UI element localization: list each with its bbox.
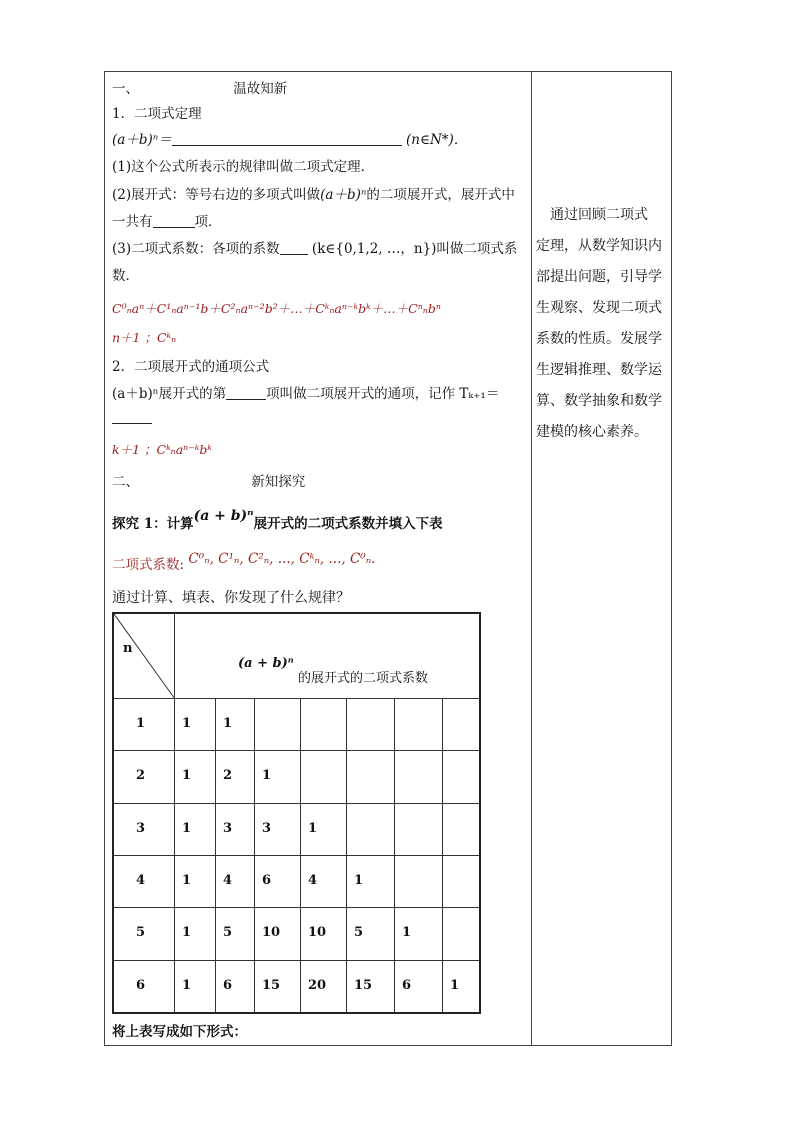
column-divider <box>531 71 532 1046</box>
coef-cell: 3 <box>223 820 233 836</box>
coef-cell: 5 <box>223 925 233 941</box>
section2-heading-title: 新知探究 <box>251 474 306 490</box>
formula-lhs: (a＋b)ⁿ＝ <box>112 132 172 148</box>
coef-cell: 6 <box>262 872 272 888</box>
p3-c: 数． <box>112 268 139 284</box>
formula-line <box>112 131 467 149</box>
p2-blank <box>153 214 195 228</box>
item2-blank1 <box>226 386 266 400</box>
coef-cell: 1 <box>182 768 192 784</box>
coef-cell: 4 <box>223 872 233 888</box>
row-n-label: 6 <box>136 977 146 993</box>
side-note <box>536 200 668 448</box>
closing-line: 将上表写成如下形式： <box>112 1024 247 1040</box>
table-row-line <box>114 855 479 856</box>
p2-a: (2)展开式：等号右边的多项式叫做 <box>112 187 321 203</box>
explore-a: 探究 1：计算 <box>112 516 194 532</box>
header-text: 的展开式的二项式系数 <box>298 671 429 686</box>
coef-line <box>112 551 376 574</box>
row-n-label: 3 <box>136 820 146 836</box>
p2-b: (a＋b)ⁿ <box>320 187 367 203</box>
coef-cell: 1 <box>354 872 364 888</box>
coef-cell: 6 <box>402 977 412 993</box>
p3-blank <box>280 241 308 255</box>
coef-cell: 10 <box>308 925 327 941</box>
p2-line2 <box>112 213 222 231</box>
coef-cell: 6 <box>223 977 233 993</box>
answer-count: n＋1 ；Cᵏₙ <box>112 330 177 345</box>
header-expr: (a + b)ⁿ <box>238 656 294 671</box>
coef-cell: 15 <box>354 977 373 993</box>
corner-label: n <box>123 641 133 656</box>
coef-cell: 1 <box>182 820 192 836</box>
coef-cell: 2 <box>223 768 233 784</box>
item2-b: 项叫做二项展开式的通项，记作 Tₖ₊₁＝ <box>266 386 500 402</box>
p2-d: 一共有 <box>112 214 153 230</box>
coef-cell: 5 <box>354 925 364 941</box>
p3-a: (3)二项式系数：各项的系数 <box>112 241 280 257</box>
coef-cell: 20 <box>308 977 327 993</box>
p2-c: 的二项展开式，展开式中 <box>366 187 515 203</box>
p2-line1 <box>112 186 515 204</box>
coef-cell: 1 <box>182 977 192 993</box>
p1: (1)这个公式所表示的规律叫做二项式定理． <box>112 159 375 175</box>
coef-cell: 1 <box>308 820 318 836</box>
item2-title: 2．二项展开式的通项公式 <box>112 359 270 375</box>
side-note-line: 算、数学抽象和数学 <box>536 393 662 409</box>
explore-expr: (a + b)ⁿ <box>193 508 254 524</box>
row-n-label: 2 <box>136 768 146 784</box>
table-header-line <box>114 698 479 699</box>
coef-cell: 1 <box>402 925 412 941</box>
p2-e: 项． <box>194 214 222 230</box>
coef-values: C⁰ₙ, C¹ₙ, C²ₙ, ..., Cᵏₙ, ..., C⁰ₙ. <box>188 551 376 567</box>
corner-diagonal <box>114 614 176 700</box>
table-row-line <box>114 803 479 804</box>
explore-line <box>112 508 443 533</box>
item2-line1 <box>112 385 499 403</box>
section1-heading-num: 一、 <box>112 81 139 97</box>
side-note-line: 建模的核心素养。 <box>536 424 648 440</box>
section2-heading <box>112 473 305 491</box>
coef-cell: 1 <box>450 977 460 993</box>
answer-expansion: C⁰ₙaⁿ＋C¹ₙaⁿ⁻¹b＋C²ₙaⁿ⁻²b²＋…＋Cᵏₙaⁿ⁻ᵏbᵏ＋…＋Cⁿₙbⁿ <box>112 301 441 316</box>
coef-cell: 1 <box>262 768 272 784</box>
p3-line1 <box>112 240 517 258</box>
item2-blank2 <box>112 410 152 424</box>
answer-general-term: k＋1 ；Cᵏₙaⁿ⁻ᵏbᵏ <box>112 442 212 457</box>
formula-rhs: (n∈N*)． <box>406 132 468 148</box>
section1-heading <box>112 80 287 98</box>
explore-b: 展开式的二项式系数并填入下表 <box>253 516 443 532</box>
coef-cell: 15 <box>262 977 281 993</box>
side-note-line: 系数的性质。发展学 <box>536 331 662 347</box>
p3-b: (k∈{0,1,2, …，n})叫做二项式系 <box>311 241 518 257</box>
section2-heading-num: 二、 <box>112 474 139 490</box>
coef-cell: 3 <box>262 820 272 836</box>
table-row-line <box>114 960 479 961</box>
side-note-line: 通过回顾二项式 <box>550 207 648 223</box>
side-note-line: 生逻辑推理、数学运 <box>536 362 662 378</box>
row-n-label: 4 <box>136 872 146 888</box>
item2-line2 <box>112 409 152 427</box>
formula-blank <box>172 132 402 146</box>
side-note-line: 部提出问题，引导学 <box>536 269 662 285</box>
row-n-label: 5 <box>136 925 146 941</box>
table-row-line <box>114 750 479 751</box>
item2-a: (a＋b)ⁿ展开式的第 <box>112 386 227 402</box>
coefficient-table <box>112 612 481 1014</box>
table-vline-n <box>174 614 175 1012</box>
item1-title: 1．二项式定理 <box>112 106 202 122</box>
coef-cell: 4 <box>308 872 318 888</box>
coef-cell: 1 <box>182 716 192 731</box>
coef-cell: 10 <box>262 925 281 941</box>
coef-cell: 1 <box>182 925 192 941</box>
table-row-line <box>114 907 479 908</box>
coef-cell: 1 <box>223 716 233 731</box>
side-note-line: 定理，从数学知识内 <box>536 238 662 254</box>
coef-cell: 1 <box>182 872 192 888</box>
section1-heading-title: 温故知新 <box>233 81 288 97</box>
row-n-label: 1 <box>136 716 146 731</box>
question: 通过计算、填表、你发现了什么规律？ <box>112 590 350 606</box>
coef-label: 二项式系数: <box>112 557 185 573</box>
side-note-line: 生观察、发现二项式 <box>536 300 662 316</box>
